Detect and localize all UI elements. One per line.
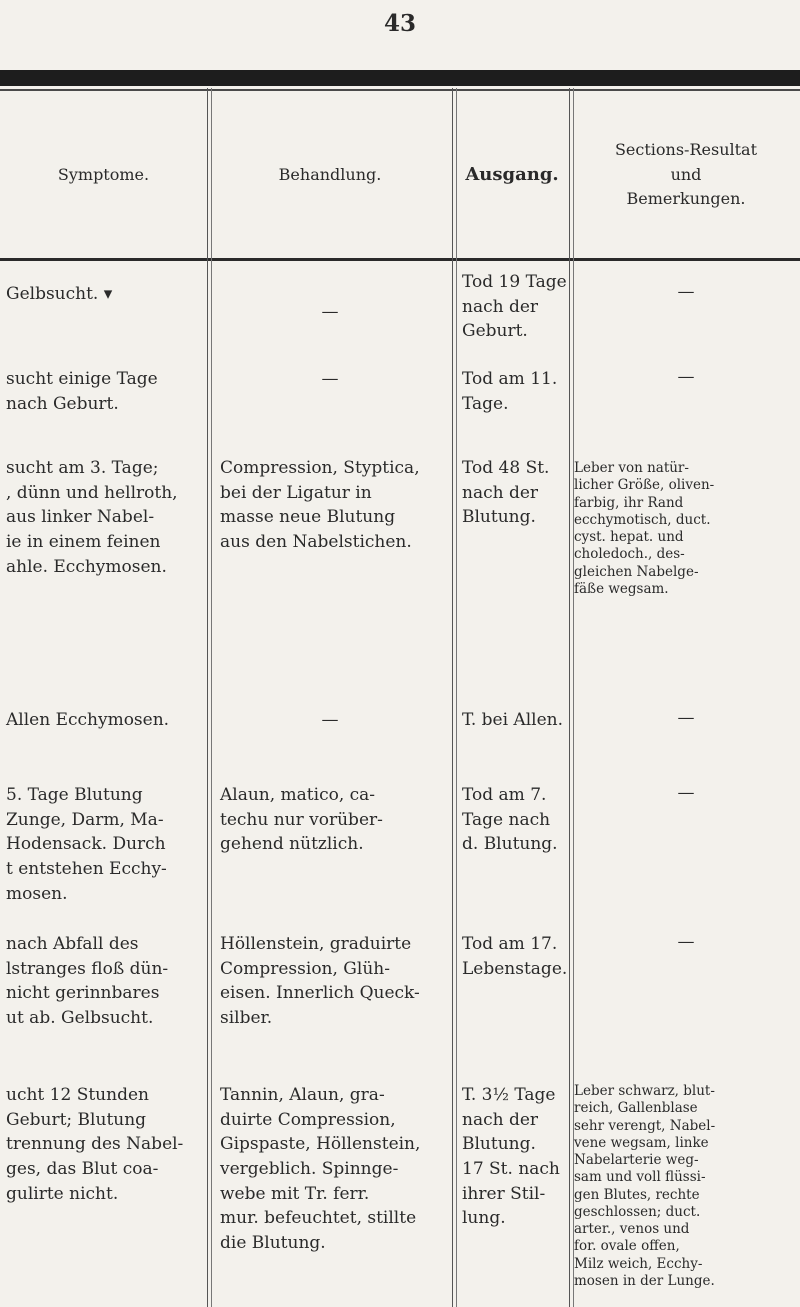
text-line: 5. Tage Blutung xyxy=(6,785,143,805)
text-line: Leber schwarz, blut- xyxy=(574,1083,715,1099)
page-number: 43 xyxy=(383,10,416,37)
row-symptoms xyxy=(6,708,206,733)
row-treatment xyxy=(208,300,452,325)
text-line: Blutung. xyxy=(462,1134,536,1155)
text-line: nach der xyxy=(462,296,539,317)
row-outcome xyxy=(462,932,568,981)
text-line: nach der xyxy=(462,482,539,503)
row-symptoms xyxy=(6,367,206,416)
text-line: silber. xyxy=(220,1007,273,1028)
text-line: geschlossen; duct. xyxy=(574,1203,701,1220)
text-line: Tod 48 St. xyxy=(462,458,550,478)
text-line: Allen Ecchymosen. xyxy=(6,710,170,730)
top-rule-thin xyxy=(0,89,800,91)
row-section xyxy=(572,708,800,730)
text-line: vene wegsam, linke xyxy=(574,1134,709,1151)
text-line: ut ab. Gelbsucht. xyxy=(6,1007,154,1028)
text-line: 17 St. nach xyxy=(462,1158,560,1179)
text-line: Alaun, matico, ca- xyxy=(220,785,376,805)
text-line: eisen. Innerlich Queck- xyxy=(220,983,420,1004)
row-symptoms xyxy=(6,456,206,579)
text-line: sam und voll flüssi- xyxy=(574,1169,706,1186)
column-divider xyxy=(569,88,570,1307)
text-line: aus den Nabelstichen. xyxy=(220,531,412,552)
row-outcome xyxy=(462,270,568,344)
text-line: Gipspaste, Höllenstein, xyxy=(220,1134,421,1155)
text-line: licher Größe, oliven- xyxy=(574,477,715,494)
text-line: mosen in der Lunge. xyxy=(574,1272,715,1289)
text-line: cyst. hepat. und xyxy=(574,529,684,546)
text-line: nach Abfall des xyxy=(6,934,139,954)
text-line: Tannin, Alaun, gra- xyxy=(220,1085,385,1105)
text-line: Tage. xyxy=(462,393,509,414)
row-symptoms xyxy=(6,783,206,906)
text-line: vergeblich. Spinnge- xyxy=(220,1158,399,1179)
text-line: — xyxy=(321,710,339,730)
text-line: Milz weich, Ecchy- xyxy=(574,1255,703,1272)
text-line: Tod am 11. xyxy=(462,369,558,389)
text-line: t entstehen Ecchy- xyxy=(6,858,167,879)
text-line: masse neue Blutung xyxy=(220,507,396,528)
text-line: ahle. Ecchymosen. xyxy=(6,556,167,577)
text-line: T. bei Allen. xyxy=(462,710,563,730)
text-line: aus linker Nabel- xyxy=(6,507,155,528)
text-line: lstranges floß dün- xyxy=(6,958,169,979)
header-section-line: Bemerkungen. xyxy=(626,189,746,209)
text-line: gen Blutes, rechte xyxy=(574,1186,700,1203)
text-line: Leber von natür- xyxy=(574,460,689,476)
text-line: techu nur vorüber- xyxy=(220,809,383,830)
row-symptoms xyxy=(6,932,206,1031)
text-line: mur. befeuchtet, stillte xyxy=(220,1208,417,1229)
text-line: — xyxy=(677,367,695,387)
row-treatment xyxy=(220,1083,450,1255)
text-line: webe mit Tr. ferr. xyxy=(220,1183,370,1204)
row-treatment xyxy=(208,708,452,733)
text-line: Zunge, Darm, Ma- xyxy=(6,809,164,830)
text-line: — xyxy=(677,932,695,952)
text-line: choledoch., des- xyxy=(574,546,685,563)
row-treatment xyxy=(220,783,450,857)
column-divider xyxy=(452,88,453,1307)
text-line: Compression, Styptica, xyxy=(220,458,420,478)
text-line: ecchymotisch, duct. xyxy=(574,511,711,528)
text-line: nicht gerinnbares xyxy=(6,983,160,1004)
text-line: — xyxy=(321,369,339,389)
text-line: Höllenstein, graduirte xyxy=(220,934,412,954)
text-line: d. Blutung. xyxy=(462,834,558,855)
text-line: — xyxy=(677,783,695,803)
text-line: lung. xyxy=(462,1208,506,1229)
text-line: — xyxy=(321,302,339,322)
text-line: duirte Compression, xyxy=(220,1109,396,1130)
text-line: gulirte nicht. xyxy=(6,1183,119,1204)
text-line: sucht am 3. Tage; xyxy=(6,458,159,478)
text-line: Tod 19 Tage xyxy=(462,272,567,292)
text-line: Geburt. xyxy=(462,321,528,342)
text-line: Geburt; Blutung xyxy=(6,1109,147,1130)
row-section xyxy=(574,1083,796,1290)
row-outcome xyxy=(462,367,568,416)
row-outcome xyxy=(462,1083,568,1231)
header-treatment: Behandlung. xyxy=(278,164,382,184)
text-line: sucht einige Tage xyxy=(6,369,158,389)
header-section-line: Sections-Resultat xyxy=(614,139,758,159)
text-line: for. ovale offen, xyxy=(574,1238,680,1255)
text-line: trennung des Nabel- xyxy=(6,1134,184,1155)
text-line: — xyxy=(677,282,695,302)
header-rule xyxy=(0,258,800,261)
row-symptoms xyxy=(6,282,206,307)
header-section-results xyxy=(572,100,800,250)
text-line: mosen. xyxy=(6,883,68,904)
text-line: sehr verengt, Nabel- xyxy=(574,1117,716,1134)
text-line: farbig, ihr Rand xyxy=(574,494,684,511)
row-section xyxy=(572,367,800,389)
row-section xyxy=(572,932,800,954)
text-line: nach der xyxy=(462,1109,539,1130)
row-outcome xyxy=(462,783,568,857)
text-line: Lebenstage. xyxy=(462,958,568,979)
text-line: Gelbsucht. ▾ xyxy=(6,284,113,304)
text-line: — xyxy=(677,708,695,728)
text-line: Compression, Glüh- xyxy=(220,958,390,979)
text-line: bei der Ligatur in xyxy=(220,482,372,503)
row-section xyxy=(572,783,800,805)
row-treatment xyxy=(220,456,450,555)
text-line: ie in einem feinen xyxy=(6,531,161,552)
header-section-line: und xyxy=(670,164,702,184)
text-line: die Blutung. xyxy=(220,1232,326,1253)
row-symptoms xyxy=(6,1083,206,1206)
text-line: Hodensack. Durch xyxy=(6,834,166,855)
text-line: Tod am 7. xyxy=(462,785,547,805)
text-line: gleichen Nabelge- xyxy=(574,563,699,580)
text-line: gehend nützlich. xyxy=(220,834,364,855)
text-line: Tage nach xyxy=(462,809,551,830)
text-line: Nabelarterie weg- xyxy=(574,1152,699,1169)
text-line: ges, das Blut coa- xyxy=(6,1158,159,1179)
row-section xyxy=(574,460,796,598)
text-line: Tod am 17. xyxy=(462,934,558,954)
text-line: nach Geburt. xyxy=(6,393,119,414)
column-divider xyxy=(207,88,208,1307)
text-line: fäße wegsam. xyxy=(574,580,669,597)
row-outcome xyxy=(462,456,568,530)
row-treatment xyxy=(220,932,450,1031)
text-line: Blutung. xyxy=(462,507,536,528)
row-treatment xyxy=(208,367,452,392)
text-line: , dünn und hellroth, xyxy=(6,482,178,503)
header-outcome: Ausgang. xyxy=(465,164,559,186)
header-symptoms: Symptome. xyxy=(57,164,150,184)
row-outcome xyxy=(462,708,568,733)
text-line: reich, Gallenblase xyxy=(574,1100,698,1117)
row-section xyxy=(572,282,800,304)
text-line: T. 3½ Tage xyxy=(462,1085,556,1105)
text-line: ihrer Stil- xyxy=(462,1183,546,1204)
top-rule xyxy=(0,70,800,86)
text-line: arter., venos und xyxy=(574,1221,690,1238)
text-line: ucht 12 Stunden xyxy=(6,1085,149,1105)
